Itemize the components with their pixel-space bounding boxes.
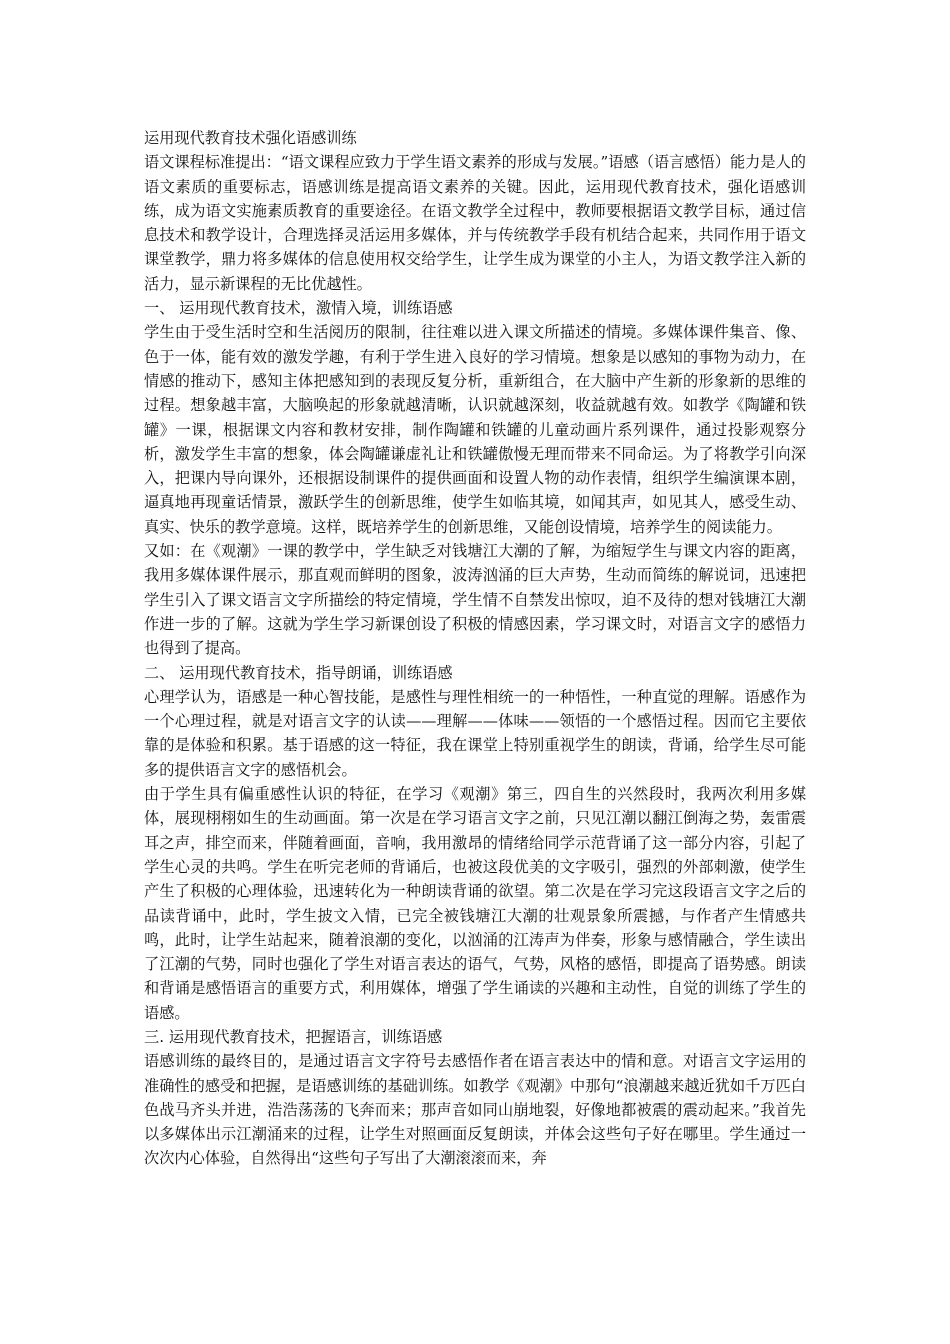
section-heading-2: 二、 运用现代教育技术，指导朗诵，训练语感 xyxy=(144,663,453,682)
paragraph-section2-b: 由于学生具有偏重感性认识的特征，在学习《观潮》第三，四自生的兴然段时，我两次利用多媒体，展现栩栩如生的生动画面。第一次是在学习语言文字之前，只见江潮以翻江倒海之势，轰雷震耳之声，排空而来，伴随着画面，音响，我用激昂的情绪给同学示范背诵了这一部分内容，引起了学生心灵的共鸣。学生在听完老师的背诵后，也被这段优美的文字吸引，强烈的外部刺激，使学生产生了积极的心理体验，迅速转化为一种朗读背诵的欲望。第二次是在学习完这段语言文字之后的品读背诵中，此时，学生披文入情，已完全被钱塘江大潮的壮观景象所震撼，与作者产生情感共鸣，此时，让学生站起来，随着浪潮的变化，以汹涌的江涛声为伴奏，形象与感情融合，学生读出了江潮的气势，同时也强化了学生对语言表达的语气，气势，风格的感悟，即提高了语势感。朗读和背诵是感悟语言的重要方式，利用媒体，增强了学生诵读的兴趣和主动性，自觉的训练了学生的语感。 xyxy=(144,785,806,1022)
section-heading-1: 一、 运用现代教育技术，激情入境，训练语感 xyxy=(144,299,453,318)
paragraph-section3-a: 语感训练的最终目的，是通过语言文字符号去感悟作者在语言表达中的情和意。对语言文字运用的准确性的感受和把握，是语感训练的基础训练。如教学《观潮》中那句“浪潮越来越近犹如千万匹白色战马齐头并进，浩浩荡荡的飞奔而来；那声音如同山崩地裂，好像地都被震的震动起来。”我首先以多媒体出示江潮涌来的过程，让学生对照画面反复朗读，并体会这些句子好在哪里。学生通过一次次内心体验，自然得出“这些句子写出了大潮滚滚而来，奔 xyxy=(144,1052,806,1168)
section-heading-3: 三. 运用现代教育技术，把握语言，训练语感 xyxy=(144,1027,443,1046)
paragraph-intro: 语文课程标准提出：“语文课程应致力于学生语文素养的形成与发展。”语感（语言感悟）能力是人的语文素质的重要标志，语感训练是提高语文素养的关键。因此，运用现代教育技术，强化语感训练，成为语文实施素质教育的重要途径。在语文教学全过程中，教师要根据语文教学目标，通过信息技术和教学设计，合理选择灵活运用多媒体，并与传统教学手段有机结合起来，共同作用于语文课堂教学，鼎力将多媒体的信息使用权交给学生，让学生成为课堂的小主人，为语文教学注入新的活力，显示新课程的无比优越性。 xyxy=(144,153,806,293)
paragraph-section2-a: 心理学认为，语感是一种心智技能，是感性与理性相统一的一种悟性，一种直觉的理解。语感作为一个心理过程，就是对语言文字的认读——理解——体味——领悟的一个感悟过程。因而它主要依靠的是体验和积累。基于语感的这一特征，我在课堂上特别重视学生的朗读，背诵，给学生尽可能多的提供语言文字的感悟机会。 xyxy=(144,687,806,779)
paragraph-section1-a: 学生由于受生活时空和生活阅历的限制，往往难以进入课文所描述的情境。多媒体课件集音、像、色于一体，能有效的激发学趣，有利于学生进入良好的学习情境。想象是以感知的事物为动力，在情感的推动下，感知主体把感知到的表现反复分析，重新组合，在大脑中产生新的形象新的思维的过程。想象越丰富，大脑唤起的形象就越清晰，认识就越深刻，收益就越有效。如教学《陶罐和铁罐》一课，根据课文内容和教材安排，制作陶罐和铁罐的儿童动画片系列课件，通过投影观察分析，激发学生丰富的想象，体会陶罐谦虚礼让和铁罐傲慢无理而带来不同命运。为了将教学引向深入，把课内导向课外，还根据设制课件的提供画面和设置人物的动作表情，组织学生编演课本剧，逼真地再现童话情景，激跃学生的创新思维，使学生如临其境，如闻其声，如见其人，感受生动、真实、快乐的教学意境。这样，既培养学生的创新思维，又能创设情境，培养学生的阅读能力。 xyxy=(144,323,806,536)
document-title: 运用现代教育技术强化语感训练 xyxy=(144,129,357,147)
document-page xyxy=(144,126,806,1171)
paragraph-section1-b: 又如：在《观潮》一课的教学中，学生缺乏对钱塘江大潮的了解，为缩短学生与课文内容的距离，我用多媒体课件展示，那直观而鲜明的图象，波涛汹涌的巨大声势，生动而简练的解说词，迅速把学生引入了课文语言文字所描绘的特定情境，学生情不自禁发出惊叹，迫不及待的想对钱塘江大潮作进一步的了解。这就为学生学习新课创设了积极的情感因素，学习课文时，对语言文字的感悟力也得到了提高。 xyxy=(144,542,806,658)
